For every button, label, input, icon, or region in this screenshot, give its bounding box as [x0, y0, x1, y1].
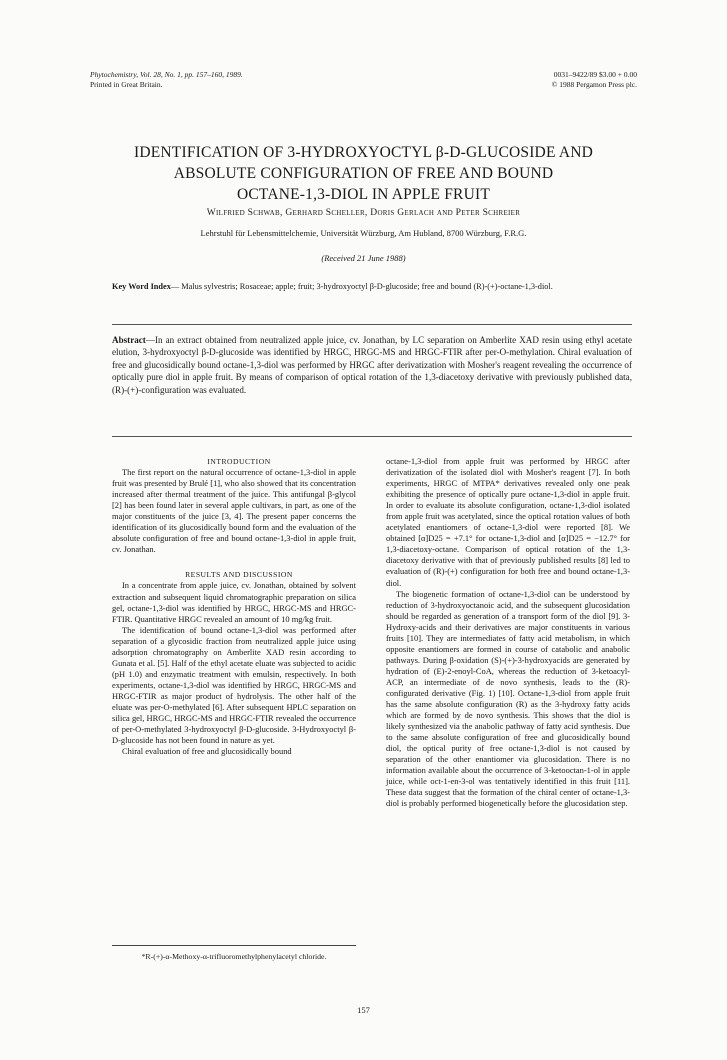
title-line-2: ABSOLUTE CONFIGURATION OF FREE AND BOUND — [173, 165, 554, 182]
journal-header — [90, 70, 243, 90]
abstract-bottom-rule — [112, 436, 632, 437]
printed-note: Printed in Great Britain. — [90, 80, 163, 89]
keyword-text: — Malus sylvestris; Rosaceae; apple; fruit; 3-hydroxyoctyl β-D-glucoside; free and bound (R)-(+)-octane-1,3-diol. — [170, 282, 553, 291]
results-paragraph-1: In a concentrate from apple juice, cv. Jonathan, obtained by solvent extraction and subsequent liquid chromatographic preparation on silica gel, octane-1,3-diol was identified by HRGC, HRGC-MS and HRGC-FTIR. Quantitative HRGC revealed an amount of 10 mg/kg fruit. — [112, 580, 356, 624]
results-paragraph-2: The identification of bound octane-1,3-diol was performed after separation of a glycosidic fraction from neutralized apple juice using adsorption chromatography on Amberlite XAD resin according to Gunata et al. [5]. Half of the ethyl acetate eluate was subjected to acidic (pH 1.0) and enzymatic treatment with emulsin, respectively. In both experiments, octane-1,3-diol was identified by HRGC, HRGC-MS and HRGC-FTIR as major product of hydrolysis. The other half of the eluate was per-O-methylated [6]. After subsequent HPLC separation on silica gel, HRGC, HRGC-MS and HRGC-FTIR revealed the occurrence of per-O-methylated 3-hydroxyoctyl β-D-glucoside. 3-Hydroxyoctyl β-D-glucoside has not been found in nature as yet. — [112, 624, 356, 746]
keyword-label: Key Word Index — [112, 282, 171, 291]
affiliation: Lehrstuhl für Lebensmittelchemie, Universität Würzburg, Am Hubland, 8700 Würzburg, F.R.G. — [200, 228, 527, 238]
received-date: (Received 21 June 1988) — [321, 253, 406, 263]
intro-paragraph: The first report on the natural occurrence of octane-1,3-diol in apple fruit was presented by Brulé [1], who also showed that its concentration increased after thermal treatment of the juice. This antifungal β-glycol [2] has been found later in several apple cultivars, in part, as one of the major constituents of the juice [3, 4]. The present paper concerns the identification of its glucosidically bound form and the evaluation of the absolute configuration of free and bound octane-1,3-diol in apple fruit, cv. Jonathan. — [112, 467, 356, 555]
introduction-heading: INTRODUCTION — [207, 457, 271, 466]
abstract-text: —In an extract obtained from neutralized apple juice, cv. Jonathan, by LC separation on Amberlite XAD resin using ethyl acetate elution, 3-hydroxyoctyl β-D-glucoside was identified by HRGC, HRGC-MS and HRGC-FTIR after per-O-methylation. Chiral evaluation of free and glucosidically bound octane-1,3-diol was performed by HRGC after derivatization with Mosher's reagent revealing the occurrence of optically pure diol in apple fruit. By means of comparison of optical rotation of the 1,3-diacetoxy derivative with previously published data, (R)-(+)-configuration was evaluated. — [112, 335, 632, 395]
footnote: *R-(+)-α-Methoxy-α-trifluoromethylphenylacetyl chloride. — [112, 945, 356, 962]
results-paragraph-3: Chiral evaluation of free and glucosidically bound — [122, 746, 292, 757]
title-line-3: OCTANE-1,3-DIOL IN APPLE FRUIT — [236, 186, 491, 203]
paper-title — [90, 142, 637, 205]
right-paragraph-2: The biogenetic formation of octane-1,3-diol can be understood by reduction of 3-hydroxyoctanoic acid, and the subsequent glucosidation should be regarded as generation of a transport form of the diol [9]. 3-Hydroxy-acids and their derivatives are major constituents in various fruits [10]. They are intermediates of fatty acid metabolism, in which opposite enantiomers are formed in course of catabolic and anabolic pathways. During β-oxidation (S)-(+)-3-hydroxyacids are generated by hydration of (E)-2-enoyl-CoA, whereas the reduction of 3-ketoacyl-ACP, an intermediate of de novo synthesis, leads to the (R)-configurated derivative (Fig. 1) [10]. Octane-1,3-diol from apple fruit has the same absolute configuration (R) as the 3-hydroxy fatty acids which are formed by de novo synthesis. This shows that the diol is likely synthesized via the anabolic pathway of fatty acid synthesis. Due to the same absolute configuration of free and glucosidically bound diol, the optical purity of free octane-1,3-diol is not caused by separation of the other enantiomer via glucosidation. There is no information available about the occurrence of 3-ketooctan-1-ol in apple juice, while oct-1-en-3-ol was tentatively identified in this fruit [11]. These data suggest that the formation of the chiral center of octane-1,3-diol is probably performed biogenetically before the glucosidation step. — [386, 588, 630, 809]
publisher-header — [552, 70, 637, 90]
keyword-index — [112, 281, 632, 293]
page-number: 157 — [357, 1005, 370, 1015]
abstract-top-rule — [112, 324, 632, 325]
abstract-label: Abstract — [112, 335, 146, 345]
author-list: Wilfried Schwab, Gerhard Scheller, Doris Gerlach and Peter Schreier — [206, 208, 521, 218]
left-column — [112, 456, 356, 757]
right-column — [386, 456, 630, 810]
title-line-1: IDENTIFICATION OF 3-HYDROXYOCTYL β-D-GLUCOSIDE AND — [133, 144, 594, 161]
results-heading: RESULTS AND DISCUSSION — [185, 570, 293, 580]
right-paragraph-1: octane-1,3-diol from apple fruit was performed by HRGC after derivatization of the isolated diol with Mosher's reagent [7]. In both experiments, HRGC of MTPA* derivatives revealed only one peak exhibiting the presence of optically pure octane-1,3-diol in apple fruit. In order to evaluate its absolute configuration, octane-1,3-diol isolated from apple fruit was acetylated, since the optical rotation values of both acetylated enantiomers of octane-1,3-diol were reported [8]. We obtained [α]D25 = +7.1° for octane-1,3-diol and [α]D25 = −12.7° for 1,3-diacetoxy-octane. Comparison of optical rotation of the 1,3-diacetoxy derivative with that of previously published results [8] led to evaluation of (R)-(+) configuration for both free and bound octane-1,3-diol. — [386, 456, 630, 588]
abstract — [112, 334, 632, 396]
copyright-note: © 1988 Pergamon Press plc. — [551, 80, 637, 89]
price-code: 0031–9422/89 $3.00 + 0.00 — [553, 70, 637, 79]
journal-citation: Phytochemistry, Vol. 28, No. 1, pp. 157–160, 1989. — [90, 70, 243, 79]
